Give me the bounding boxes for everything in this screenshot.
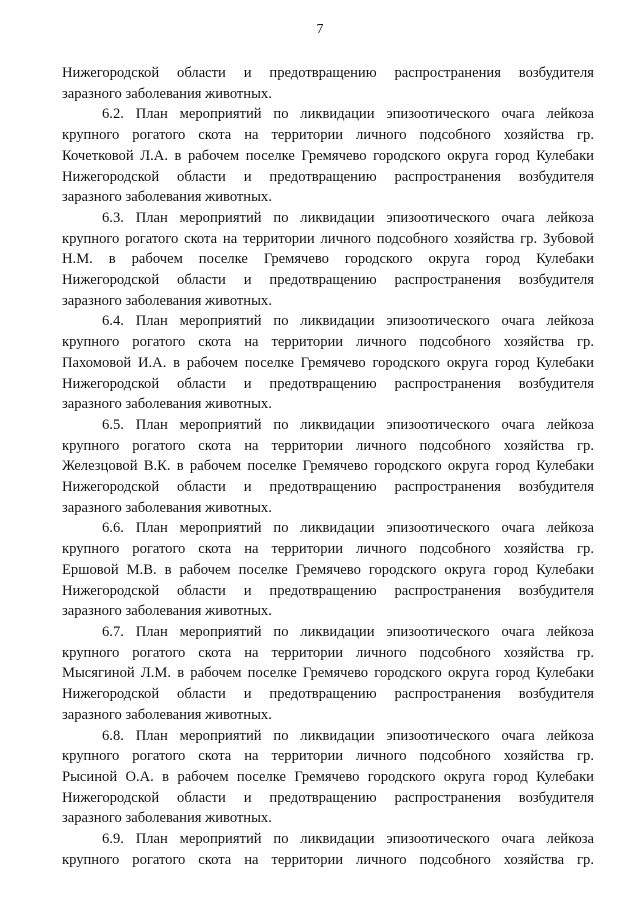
document-body (62, 63, 594, 870)
text-line: Кочетковой Л.А. в рабочем поселке Гремячево городского округа город Кулебаки (62, 147, 594, 164)
text-line: 6.2. План мероприятий по ликвидации эпизоотического очага лейкоза (102, 106, 594, 123)
paragraph (62, 518, 594, 622)
text-line: заразного заболевания животных. (62, 396, 272, 413)
text-line: заразного заболевания животных. (62, 85, 272, 102)
paragraph (62, 415, 594, 519)
text-line: Нижегородской области и предотвращению распространения возбудителя (62, 272, 594, 289)
text-line: 6.3. План мероприятий по ликвидации эпизоотического очага лейкоза (102, 209, 594, 226)
text-line: Нижегородской области и предотвращению распространения возбудителя (62, 686, 594, 703)
text-line: заразного заболевания животных. (62, 292, 272, 309)
paragraph (62, 63, 594, 104)
text-line: Нижегородской области и предотвращению распространения возбудителя (62, 375, 594, 392)
text-line: заразного заболевания животных. (62, 706, 272, 723)
text-line: Нижегородской области и предотвращению распространения возбудителя (62, 65, 594, 81)
page-number: 7 (316, 22, 324, 37)
text-line: 6.5. План мероприятий по ликвидации эпизоотического очага лейкоза (102, 416, 594, 433)
text-line: Нижегородской области и предотвращению распространения возбудителя (62, 582, 594, 599)
text-line: Пахомовой И.А. в рабочем поселке Гремячево городского округа город Кулебаки (62, 354, 594, 371)
text-line: Мысягиной Л.М. в рабочем поселке Гремячево городского округа город Кулебаки (62, 665, 594, 682)
text-line: заразного заболевания животных. (62, 603, 272, 620)
text-line: 6.9. План мероприятий по ликвидации эпизоотического очага лейкоза (102, 831, 594, 848)
text-line: Ершовой М.В. в рабочем поселке Гремячево городского округа город Кулебаки (62, 561, 594, 578)
text-line: 6.7. План мероприятий по ликвидации эпизоотического очага лейкоза (102, 623, 594, 640)
paragraph (62, 311, 594, 415)
text-line: крупного рогатого скота на территории личного подсобного хозяйства гр. Зубовой (62, 230, 594, 247)
text-line: крупного рогатого скота на территории личного подсобного хозяйства гр. (62, 127, 594, 144)
text-line: крупного рогатого скота на территории личного подсобного хозяйства гр. (62, 851, 594, 868)
text-line: заразного заболевания животных. (62, 810, 272, 827)
paragraph (62, 622, 594, 726)
text-line: заразного заболевания животных. (62, 499, 272, 516)
text-line: крупного рогатого скота на территории личного подсобного хозяйства гр. (62, 334, 594, 351)
text-line: крупного рогатого скота на территории личного подсобного хозяйства гр. (62, 748, 594, 765)
paragraph (62, 726, 594, 830)
text-line: Рысиной О.А. в рабочем поселке Гремячево городского округа город Кулебаки (62, 768, 594, 785)
text-line: Н.М. в рабочем поселке Гремячево городского округа город Кулебаки (62, 251, 594, 268)
text-line: крупного рогатого скота на территории личного подсобного хозяйства гр. (62, 644, 594, 661)
text-line: Нижегородской области и предотвращению распространения возбудителя (62, 479, 594, 496)
text-line: Нижегородской области и предотвращению распространения возбудителя (62, 168, 594, 185)
paragraph (62, 829, 594, 870)
text-line: 6.4. План мероприятий по ликвидации эпизоотического очага лейкоза (102, 313, 594, 330)
text-line: 6.6. План мероприятий по ликвидации эпизоотического очага лейкоза (102, 520, 594, 537)
text-line: Нижегородской области и предотвращению распространения возбудителя (62, 789, 594, 806)
text-line: 6.8. План мероприятий по ликвидации эпизоотического очага лейкоза (102, 727, 594, 744)
text-line: крупного рогатого скота на территории личного подсобного хозяйства гр. (62, 541, 594, 558)
text-line: крупного рогатого скота на территории личного подсобного хозяйства гр. (62, 437, 594, 454)
text-line: Железцовой В.К. в рабочем поселке Гремячево городского округа город Кулебаки (62, 458, 594, 475)
paragraph (62, 104, 594, 208)
text-line: заразного заболевания животных. (62, 189, 272, 206)
paragraph (62, 208, 594, 312)
